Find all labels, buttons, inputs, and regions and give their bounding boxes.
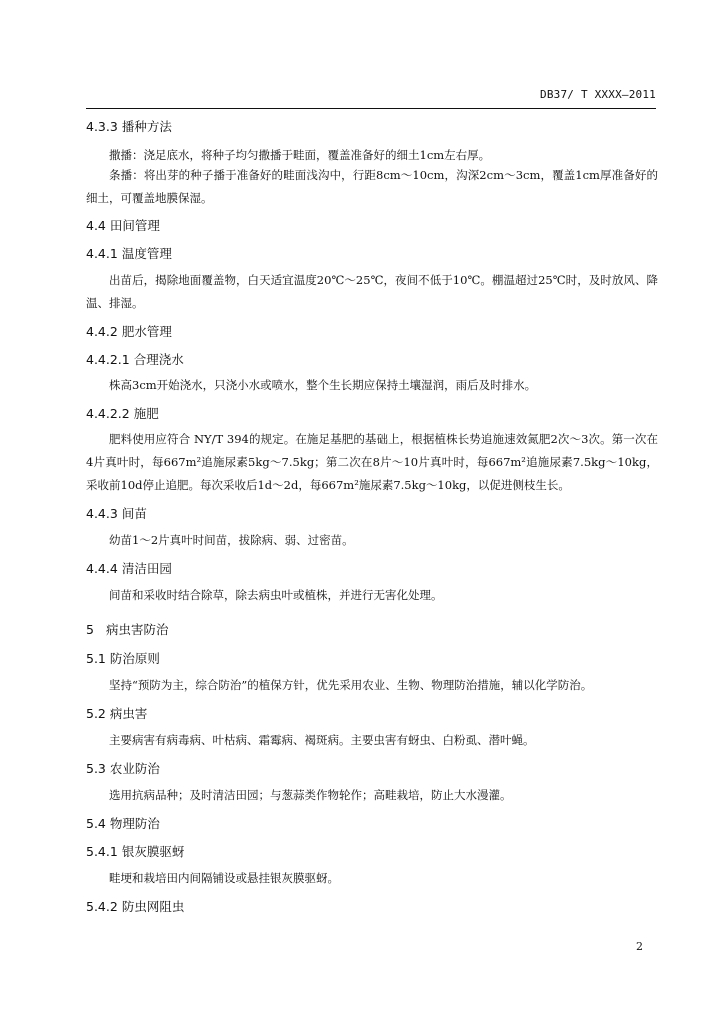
- paragraph: 坚持“预防为主，综合防治”的植保方针，优先采用农业、生物、物理防治措施，辅以化学防治。: [109, 678, 593, 692]
- heading-title: 播种方法: [121, 119, 172, 134]
- heading-title: 清洁田园: [121, 561, 172, 576]
- document-code-header: DB37/ T XXXX—2011: [540, 88, 656, 101]
- heading-number: 4.4.3: [86, 506, 118, 521]
- paragraph: 株高3cm开始浇水，只浇小水或喷水，整个生长期应保持土壤湿润，雨后及时排水。: [109, 378, 537, 392]
- heading-4-3-3: [86, 118, 658, 136]
- paragraph: 主要病害有病毒病、叶枯病、霜霉病、褐斑病。主要虫害有蚜虫、白粉虱、潜叶蝇。: [109, 733, 535, 747]
- heading-5-3: [86, 760, 658, 778]
- heading-number: 5.4.2: [86, 899, 118, 914]
- heading-title: 合理浇水: [133, 352, 184, 367]
- heading-5-1: [86, 650, 658, 668]
- paragraph: 幼苗1～2片真叶时间苗，拔除病、弱、过密苗。: [109, 533, 354, 547]
- heading-title: 防虫网阻虫: [121, 899, 185, 914]
- heading-4-4-2: [86, 323, 658, 341]
- heading-number: 4.4.1: [86, 246, 118, 261]
- heading-number: 5.4: [86, 816, 106, 831]
- heading-4-4-2-2: [86, 405, 658, 423]
- heading-5-4-2: [86, 898, 658, 916]
- heading-number: 4.4.2: [86, 324, 118, 339]
- page-body: [86, 118, 658, 916]
- heading-5: [86, 621, 658, 639]
- heading-title: 田间管理: [109, 218, 160, 233]
- paragraph: 条播：将出芽的种子播于准备好的畦面浅沟中，行距8cm～10cm，沟深2cm～3cm，覆盖1cm厚准备好的细土，可覆盖地膜保湿。: [86, 168, 658, 205]
- paragraph: 畦埂和栽培田内间隔铺设或悬挂银灰膜驱蚜。: [109, 871, 339, 885]
- heading-4-4: [86, 217, 658, 235]
- heading-title: 病虫害防治: [105, 622, 169, 637]
- heading-5-4: [86, 815, 658, 833]
- header-rule: [86, 108, 656, 109]
- heading-number: 4.4.2.1: [86, 352, 130, 367]
- heading-title: 施肥: [133, 406, 159, 421]
- heading-number: 5.4.1: [86, 844, 118, 859]
- heading-4-4-1: [86, 245, 658, 263]
- heading-number: 5: [86, 622, 94, 637]
- heading-number: 5.2: [86, 706, 106, 721]
- heading-title: 病虫害: [109, 706, 148, 721]
- heading-number: 5.1: [86, 651, 106, 666]
- paragraph: 间苗和采收时结合除草，除去病虫叶或植株，并进行无害化处理。: [109, 588, 443, 602]
- heading-title: 肥水管理: [121, 324, 172, 339]
- heading-5-4-1: [86, 843, 658, 861]
- heading-title: 银灰膜驱蚜: [121, 844, 185, 859]
- heading-number: 4.3.3: [86, 119, 118, 134]
- paragraph: 选用抗病品种；及时清洁田园；与葱蒜类作物轮作；高畦栽培，防止大水漫灌。: [109, 788, 512, 802]
- heading-5-2: [86, 705, 658, 723]
- page-number: 2: [636, 940, 643, 953]
- heading-4-4-4: [86, 560, 658, 578]
- paragraph: 出苗后，揭除地面覆盖物，白天适宜温度20℃～25℃，夜间不低于10℃。棚温超过25℃时，及时放风、降温、排湿。: [86, 273, 658, 310]
- heading-number: 5.3: [86, 761, 106, 776]
- heading-4-4-2-1: [86, 351, 658, 369]
- heading-number: 4.4.2.2: [86, 406, 130, 421]
- heading-number: 4.4.4: [86, 561, 118, 576]
- heading-number: 4.4: [86, 218, 106, 233]
- heading-4-4-3: [86, 505, 658, 523]
- heading-title: 物理防治: [109, 816, 160, 831]
- paragraph: 撒播：浇足底水，将种子均匀撒播于畦面，覆盖准备好的细土1cm左右厚。: [109, 148, 491, 162]
- heading-title: 温度管理: [121, 246, 172, 261]
- paragraph: 肥料使用应符合 NY/T 394的规定。在施足基肥的基础上，根据植株长势追施速效氮肥2次～3次。第一次在4片真叶时，每667m²追施尿素5kg～7.5kg；第二次在8片～10片真叶时，每667m²追施尿素7.5kg～10kg，采收前10d停止追肥。每次采收后1d～2d，每667m²施尿素7.5kg～10kg，以促进侧枝生长。: [86, 432, 658, 492]
- heading-title: 农业防治: [109, 761, 160, 776]
- heading-title: 间苗: [121, 506, 147, 521]
- heading-title: 防治原则: [109, 651, 160, 666]
